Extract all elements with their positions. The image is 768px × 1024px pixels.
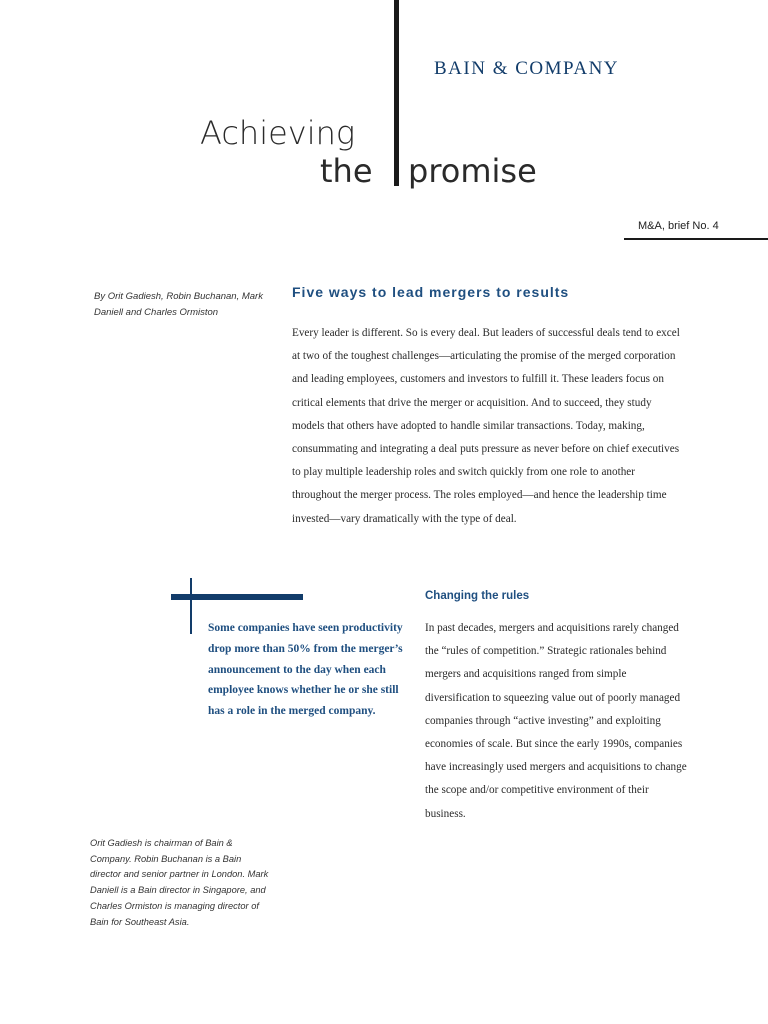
- pullquote-rule-vertical: [190, 578, 192, 634]
- title-line-2-right: promise: [408, 152, 537, 190]
- subtitle: Five ways to lead mergers to results: [292, 284, 570, 300]
- brand-company: COMPANY: [515, 58, 620, 79]
- series-rule: [624, 238, 768, 240]
- intro-paragraph: Every leader is different. So is every deal. But leaders of successful deals tend to excel at two of the toughest challenges—articulating the promise of the merged corporation and leading employees, customers and investors to fulfill it. These leaders focus on critical elements that drive the merger or acquisition. And to succeed, they study models that others have adopted to handle similar transactions. Today, making, consummating and integrating a deal puts pressure as never before on chief executives to play multiple leadership roles and switch quickly from one role to another throughout the merger process. The roles employed—and hence the leadership time invested—vary dramatically with the type of deal.: [292, 327, 680, 525]
- title-line-2-left: the: [320, 152, 373, 190]
- title-line-1: Achieving: [200, 114, 356, 152]
- author-bio: Orit Gadiesh is chairman of Bain & Company. Robin Buchanan is a Bain director and senior partner in London. Mark Daniell is a Bain director in Singapore, and Charles Ormiston is managing director of Bain for Southeast Asia.: [90, 838, 269, 927]
- series-label: M&A, brief No. 4: [638, 220, 719, 232]
- brand-ampersand: &: [492, 58, 509, 79]
- section-paragraph: In past decades, mergers and acquisitions rarely changed the “rules of competition.” Strategic rationales behind mergers and acquisitions ranged from simple diversification to squeezing value out of poorly managed companies through “active investing” and exploiting economies of scale. But since the early 1990s, companies have increasingly used mergers and acquisitions to change the scope and/or competitive environment of their business.: [425, 622, 687, 820]
- byline: By Orit Gadiesh, Robin Buchanan, Mark Daniell and Charles Ormiston: [94, 291, 263, 318]
- pullquote: Some companies have seen productivity drop more than 50% from the merger’s announcement to the day when each employee knows whether he or she still has a role in the merged company.: [208, 622, 403, 718]
- brand-logo: [434, 58, 619, 80]
- brand-name: BAIN: [434, 58, 487, 79]
- title-divider-bar: [394, 0, 399, 186]
- section-heading: Changing the rules: [425, 590, 530, 602]
